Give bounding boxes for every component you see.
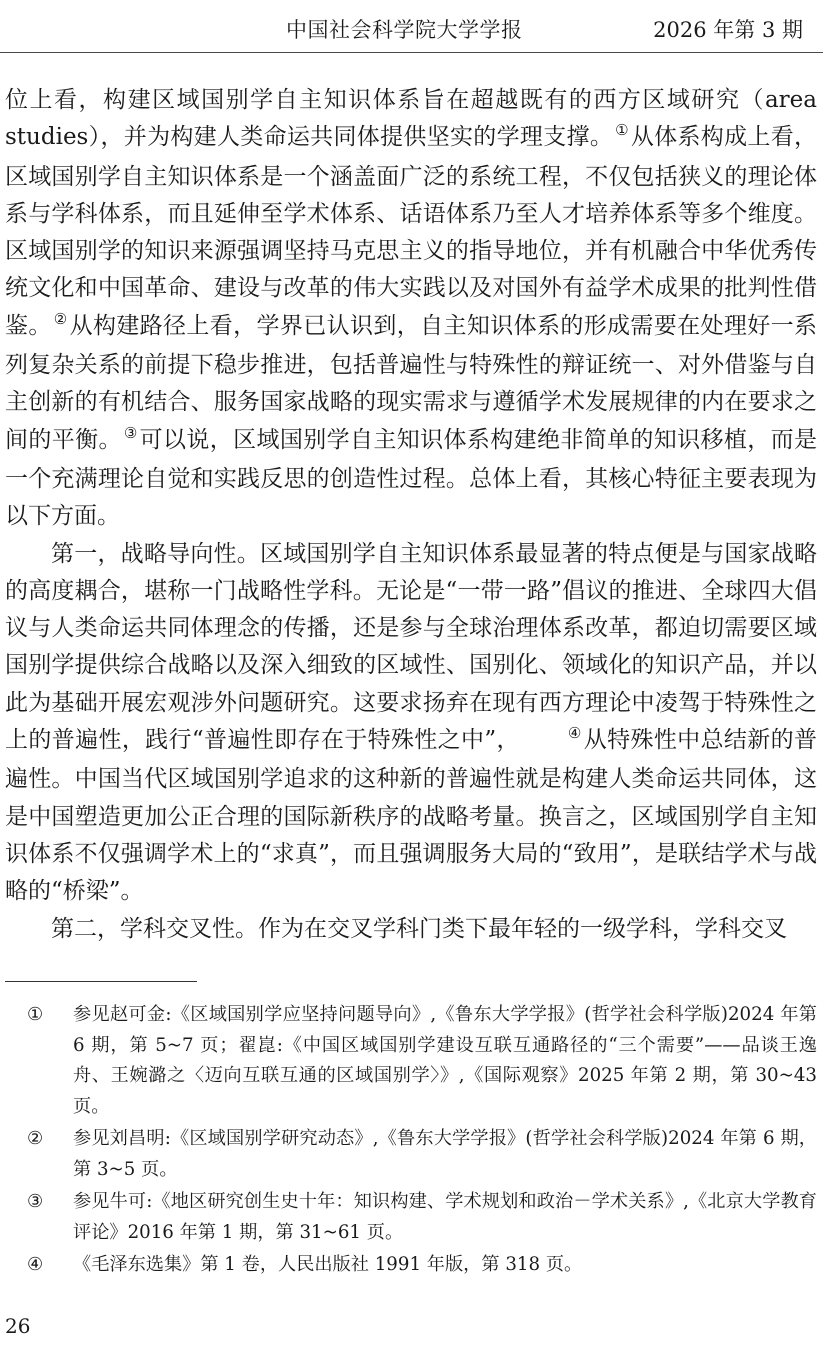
- footnote-ref[interactable]: ①: [615, 121, 629, 140]
- footnote-number: ②: [27, 1128, 44, 1149]
- paragraph: [5, 82, 817, 536]
- issue-label: 2026 年第 3 期: [653, 18, 803, 42]
- footnote-text: 参见刘昌明:《区域国别学研究动态》,《鲁东大学学报》(哲学社会科学版)2024 年第 6 期，第 3~5 页。: [73, 1128, 817, 1180]
- paragraph: [5, 536, 817, 911]
- paragraph-text: 可以说，区域国别学自主知识体系构建绝非简单的知识移植，而是一个充满理论自觉和实践反思的创造性过程。总体上看，其核心特征主要表现为以下方面。: [5, 426, 818, 530]
- footnote-item: [27, 1124, 817, 1185]
- footnote-item: [27, 1187, 817, 1248]
- footnote-item: [27, 1000, 817, 1122]
- journal-title: 中国社会科学院大学学报: [286, 18, 523, 42]
- paragraph: [5, 911, 817, 948]
- footnote-ref[interactable]: ④: [567, 724, 582, 743]
- paragraph-text: 从构建路径上看，学界已认识到，自主知识体系的形成需要在处理好一系列复杂关系的前提下稳步推进，包括普遍性与特殊性的辩证统一、对外借鉴与自主创新的有机结合、服务国家战略的现实需求与遵循学术发展规律的内在要求之间的平衡。: [5, 312, 818, 453]
- footnote-number: ④: [27, 1254, 44, 1275]
- paragraph-text: 第一，战略导向性。区域国别学自主知识体系最显著的特点便是与国家战略的高度耦合，堪称一门战略性学科。无论是“一带一路”倡议的推进、全球四大倡议与人类命运共同体理念的传播，还是参与全球治理体系改革，都迫切需要区域国别学提供综合战略以及深入细致的区域性、国别化、领域化的知识产品，并以此为基础开展宏观涉外问题研究。这要求扬弃在现有西方理论中凌驾于特殊性之上的普遍性，践行“普遍性即存在于特殊性之中”，: [5, 540, 817, 754]
- body-text: [5, 82, 817, 948]
- running-header: [0, 0, 823, 53]
- footnote-text: 参见赵可金:《区域国别学应坚持问题导向》,《鲁东大学学报》(哲学社会科学版)2024 年第 6 期，第 5~7 页；翟崑:《中国区域国别学建设互联互通路径的“三个需要”——品谈王逸舟、王婉潞之〈迈向互联互通的区域国别学〉》,《国际观察》2025 年第 2 期，第 30~43 页。: [73, 1004, 817, 1117]
- footnote-number: ③: [27, 1191, 44, 1212]
- footnote-text: 《毛泽东选集》第 1 卷，人民出版社 1991 年版，第 318 页。: [73, 1254, 583, 1275]
- footnotes: [27, 1000, 817, 1283]
- footnote-number: ①: [27, 1004, 44, 1025]
- footnote-item: [27, 1250, 817, 1281]
- footnote-ref[interactable]: ③: [123, 423, 138, 442]
- paragraph-text: 第二，学科交叉性。作为在交叉学科门类下最年轻的一级学科，学科交叉: [51, 915, 787, 942]
- footnote-text: 参见牛可:《地区研究创生史十年：知识构建、学术规划和政治－学术关系》,《北京大学教育评论》2016 年第 1 期，第 31~61 页。: [73, 1191, 817, 1243]
- paragraph-text: 从特殊性中总结新的普遍性。中国当代区域国别学追求的这种新的普遍性就是构建人类命运共同体，这是中国塑造更加公正合理的国际新秩序的战略考量。换言之，区域国别学自主知识体系不仅强调学术上的“求真”，而且强调服务大局的“致用”，是联结学术与战略的“桥梁”。: [5, 727, 818, 905]
- paragraph-text: 位上看，构建区域国别学自主知识体系旨在超越既有的西方区域研究（area studies），并为构建人类命运共同体提供坚实的学理支撑。: [5, 87, 817, 151]
- page-number: 26: [5, 1314, 31, 1338]
- footnote-divider: [5, 981, 197, 982]
- paragraph-text: 从体系构成上看，区域国别学自主知识体系是一个涵盖面广泛的系统工程，不仅包括狭义的理论体系与学科体系，而且延伸至学术体系、话语体系乃至人才培养体系等多个维度。区域国别学的知识来源强调坚持马克思主义的指导地位，并有机融合中华优秀传统文化和中国革命、建设与改革的伟大实践以及对国外有益学术成果的批判性借鉴。: [5, 124, 817, 339]
- footnote-ref[interactable]: ②: [53, 309, 68, 328]
